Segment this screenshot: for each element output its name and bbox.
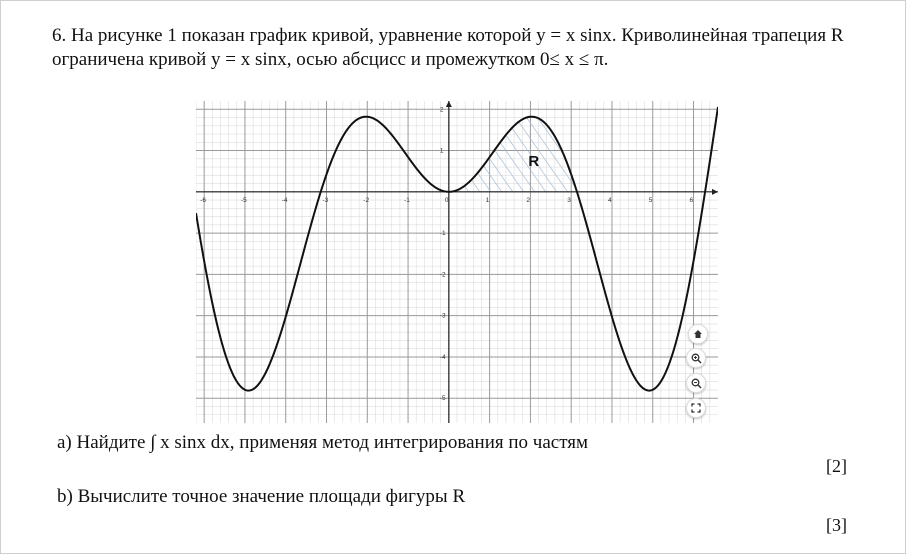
x-tick-label: -1 bbox=[404, 196, 410, 204]
y-axis-arrow bbox=[446, 101, 452, 107]
x-tick-label: -2 bbox=[363, 196, 370, 204]
question-part-a: a) Найдите ∫ x sinx dx, применяя метод интегрирования по частям bbox=[57, 432, 589, 453]
x-tick-label: 5 bbox=[648, 196, 653, 204]
problem-statement-line2: ограничена кривой y = x sinx, осью абсцисс и промежутком 0≤ x ≤ π. bbox=[52, 49, 609, 70]
x-tick-label: 3 bbox=[567, 196, 571, 204]
y-tick-label: -3 bbox=[439, 312, 446, 320]
function-graph bbox=[196, 101, 718, 423]
minor-grid bbox=[196, 101, 718, 423]
y-tick-label: -1 bbox=[439, 230, 446, 238]
home-icon[interactable] bbox=[688, 324, 708, 344]
x-tick-label: 1 bbox=[485, 196, 490, 204]
x-tick-label: 0 bbox=[444, 196, 449, 204]
zoom-in-icon[interactable] bbox=[686, 348, 706, 368]
x-axis-arrow bbox=[712, 189, 718, 195]
y-tick-label: 2 bbox=[439, 106, 444, 114]
x-tick-label: 2 bbox=[526, 196, 531, 204]
x-tick-label: 4 bbox=[607, 196, 612, 204]
zoom-out-icon[interactable] bbox=[686, 373, 706, 393]
mark-part-b: [3] bbox=[826, 515, 847, 535]
x-tick-label: 6 bbox=[689, 196, 694, 204]
question-part-b: b) Вычислите точное значение площади фигуры R bbox=[57, 486, 466, 507]
region-r-label: R bbox=[528, 153, 540, 171]
y-tick-label: -4 bbox=[439, 353, 446, 361]
x-tick-label: -5 bbox=[240, 196, 247, 204]
problem-statement-line1: 6. На рисунке 1 показан график кривой, уравнение которой y = x sinx. Криволинейная трапеция R bbox=[52, 25, 844, 46]
y-tick-label: -5 bbox=[439, 395, 446, 403]
fullscreen-icon[interactable] bbox=[686, 398, 706, 418]
x-tick-label: -4 bbox=[281, 196, 288, 204]
x-tick-label: -6 bbox=[200, 196, 206, 204]
y-tick-label: 1 bbox=[439, 147, 444, 155]
y-tick-label: -2 bbox=[439, 271, 446, 279]
x-tick-label: -3 bbox=[322, 196, 329, 204]
mark-part-a: [2] bbox=[826, 456, 847, 476]
